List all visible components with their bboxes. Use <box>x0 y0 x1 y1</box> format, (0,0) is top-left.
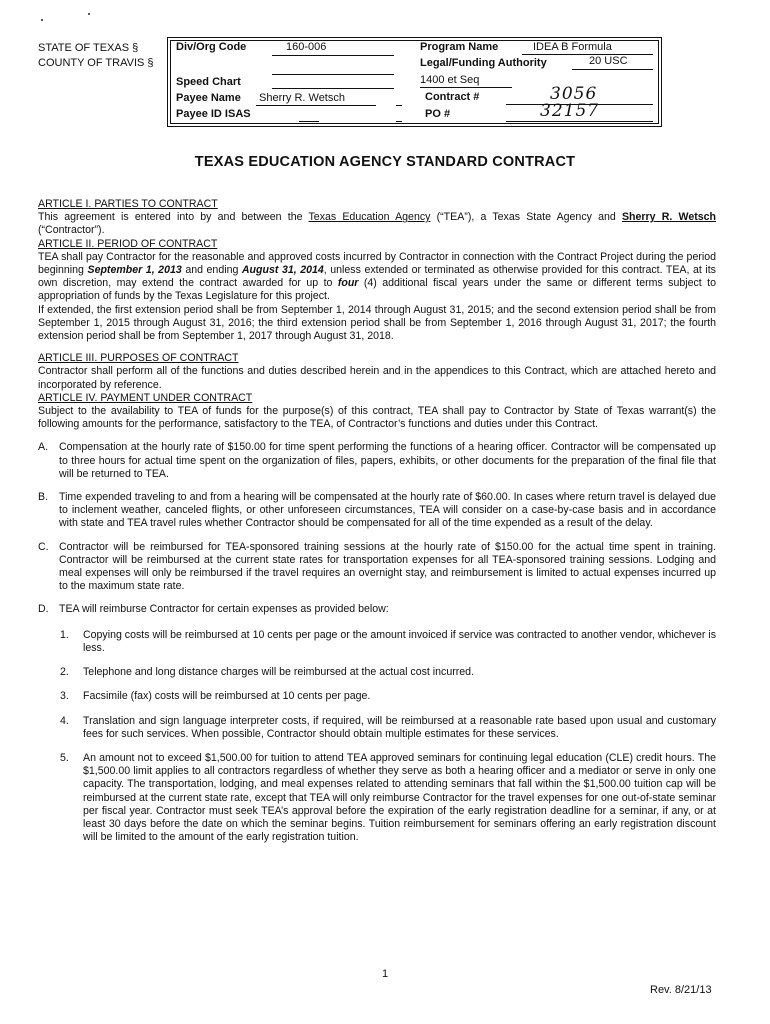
program-name-label: Program Name <box>420 41 499 53</box>
subitem-text: An amount not to exceed $1,500.00 for tuition to attend TEA approved seminars for continuing legal education (CLE) credit hours. The $1,500.00 limit applies to all contractors regardless of whether they serve as both a hearing officer and a mediator or serve in only one capacity. The transportation, lodging, and meal expenses related to attending seminars that fall within the $1,500.00 tuition cap will be reimbursed at the current state rate, except that TEA will only reimburse Contractor for the travel expenses for one out-of-state seminar per fiscal year. Contractor must seek TEA’s approval before the expiration of the early registration deadline for a seminar, if any, or at least 30 days before the date on which the seminar begins. Tuition reimbursement for seminars offering an early registration discount will be limited to the amount of the early registration tuition. <box>83 751 716 844</box>
payee-name-label: Payee Name <box>176 92 241 104</box>
page-number: 1 <box>381 968 389 980</box>
expense-subitem <box>38 715 716 741</box>
article-4-intro: Subject to the availability to TEA of funds for the purpose(s) of this contract, TEA shall pay to Contractor by State of Texas warrant(s) the following amounts for the performance, satisfactory to the TEA, of Contractor’s functions and duties under this Contract. <box>38 405 716 431</box>
payment-item <box>38 603 716 616</box>
contractor-name: Sherry R. Wetsch <box>621 211 717 224</box>
legal-auth-label: Legal/Funding Authority <box>420 57 547 69</box>
po-number-label: PO # <box>425 108 451 120</box>
program-name-underline <box>522 54 653 55</box>
state-line: STATE OF TEXAS § <box>38 42 139 54</box>
start-date: September 1, 2013 <box>87 264 182 277</box>
article-3-heading: ARTICLE III. PURPOSES OF CONTRACT <box>38 352 239 365</box>
payee-id-label: Payee ID ISAS <box>176 108 251 120</box>
program-name-value: IDEA B Formula <box>533 41 612 53</box>
tea-name: Texas Education Agency <box>308 211 431 224</box>
item-text: TEA will reimburse Contractor for certain expenses as provided below: <box>59 603 389 616</box>
subitem-number: 1. <box>60 628 69 641</box>
contract-number-handwritten: 3056 <box>550 84 598 104</box>
item-letter: C. <box>38 540 49 553</box>
dash-mark <box>396 121 402 122</box>
legal-auth-value-2: 1400 et Seq <box>420 74 480 86</box>
subitem-number: 5. <box>60 751 69 764</box>
dash-mark <box>396 105 402 106</box>
article-2-heading: ARTICLE II. PERIOD OF CONTRACT <box>38 237 218 250</box>
item-text: Contractor will be reimbursed for TEA-sponsored training sessions at the hourly rate of $150.00 for the actual time spent in training. Contractor will be reimbursed at the current state rates for transportation expenses for all TEA-sponsored training sessions. Lodging and meal expenses will only be reimbursed if the travel requires an overnight stay, and reimbursement is limited to actual expenses incurred up to the maximum state rate. <box>59 540 716 593</box>
contract-number-label: Contract # <box>425 91 480 103</box>
article-4-heading: ARTICLE IV. PAYMENT UNDER CONTRACT <box>38 391 253 404</box>
div-org-value: 160-006 <box>286 41 327 53</box>
item-text: Compensation at the hourly rate of $150.00 for time spent performing the functions of a hearing officer. Contractor will be compensated up to three hours for actual time spent on the organization of files, papers, exhibits, or other documents for the preparation of the final file that will be returned to TEA. <box>59 441 716 480</box>
subitem-number: 4. <box>60 714 69 727</box>
article-3-text: Contractor shall perform all of the functions and duties described herein and in the appendices to this Contract, which are attached hereto and incorporated by reference. <box>38 365 716 391</box>
expense-subitem <box>38 666 716 679</box>
blank-underline <box>272 74 394 75</box>
legal-auth-underline <box>572 69 653 70</box>
scan-mark <box>88 13 90 15</box>
jurisdiction-block <box>38 41 154 71</box>
item-text: Time expended traveling to and from a hearing will be compensated at the hourly rate of $60.00. In cases where return travel is delayed due to inclement weather, canceled flights, or other unforeseen circumstances, TEA will consider on a case-by-case basis and in accordance with state and TEA travel rules whether Contractor should be compensated for all of the time expended as a result of the delay. <box>59 491 716 530</box>
payment-item <box>38 541 716 594</box>
legal-auth-value: 20 USC <box>589 55 628 67</box>
contract-body <box>38 198 716 855</box>
payee-name-value: Sherry R. Wetsch <box>259 92 345 104</box>
div-org-label: Div/Org Code <box>176 41 247 53</box>
po-number-handwritten: 32157 <box>540 101 600 121</box>
article-1-heading: ARTICLE I. PARTIES TO CONTRACT <box>38 198 218 210</box>
payee-name-underline <box>256 105 376 106</box>
po-number-underline <box>506 121 653 122</box>
page-title: TEXAS EDUCATION AGENCY STANDARD CONTRACT <box>194 154 576 170</box>
subitem-text: Translation and sign language interpreter costs, if required, will be reimbursed at a reasonable rate based upon usual and customary fees for such services. When possible, Contractor should obtain multiple estimates for these services. <box>83 714 716 740</box>
end-date: August 31, 2014 <box>241 264 324 277</box>
article-1-text: This agreement is entered into by and between the Texas Education Agency (“TEA”), a Texas State Agency and Sherry R. Wetsch (“Contractor”). <box>38 211 717 237</box>
subitem-text: Telephone and long distance charges will be reimbursed at the actual cost incurred. <box>83 666 475 679</box>
article-2-paragraph-2: If extended, the first extension period shall be from September 1, 2014 through August 31, 2015; and the second extension period shall be from September 1, 2015 through August 31, 2016; the third extension period shall be from September 1, 2016 through August 31, 2017; the fourth extension period shall be from September 1, 2017 through August 31, 2018. <box>38 303 716 343</box>
div-org-underline <box>272 55 394 56</box>
scan-mark <box>41 19 43 21</box>
payee-id-underline <box>299 121 319 122</box>
contract-header-box <box>167 37 662 127</box>
speed-chart-label: Speed Chart <box>176 76 241 88</box>
item-letter: D. <box>38 603 49 616</box>
speed-chart-underline <box>272 88 394 89</box>
subitem-number: 3. <box>60 690 69 703</box>
expense-subitem <box>38 752 716 844</box>
subitem-number: 2. <box>60 666 69 679</box>
item-letter: B. <box>38 491 49 504</box>
extension-count: four <box>337 277 359 290</box>
article-2-paragraph-1: TEA shall pay Contractor for the reasonable and approved costs incurred by Contractor in connection with the Contract Project during the period beginning September 1, 2013 and ending August 31, 2014, unless extended or terminated as otherwise provided for this contract. TEA, at its own discretion, may extend the contract awarded for up to four (4) additional fiscal years under the same or different terms subject to appropriation of funds by the Texas Legislature for this project. <box>38 250 716 303</box>
revision-date: Rev. 8/21/13 <box>650 984 712 996</box>
county-line: COUNTY OF TRAVIS § <box>38 57 154 69</box>
legal-auth-underline-2 <box>420 87 512 88</box>
subitem-text: Facsimile (fax) costs will be reimbursed at 10 cents per page. <box>83 690 371 703</box>
expense-subitem <box>38 629 716 655</box>
expense-subitem <box>38 690 716 703</box>
item-letter: A. <box>38 441 49 454</box>
payment-item <box>38 491 716 531</box>
subitem-text: Copying costs will be reimbursed at 10 cents per page or the amount invoiced if service was contracted to another vendor, whichever is less. <box>83 628 717 654</box>
payment-item <box>38 441 716 481</box>
